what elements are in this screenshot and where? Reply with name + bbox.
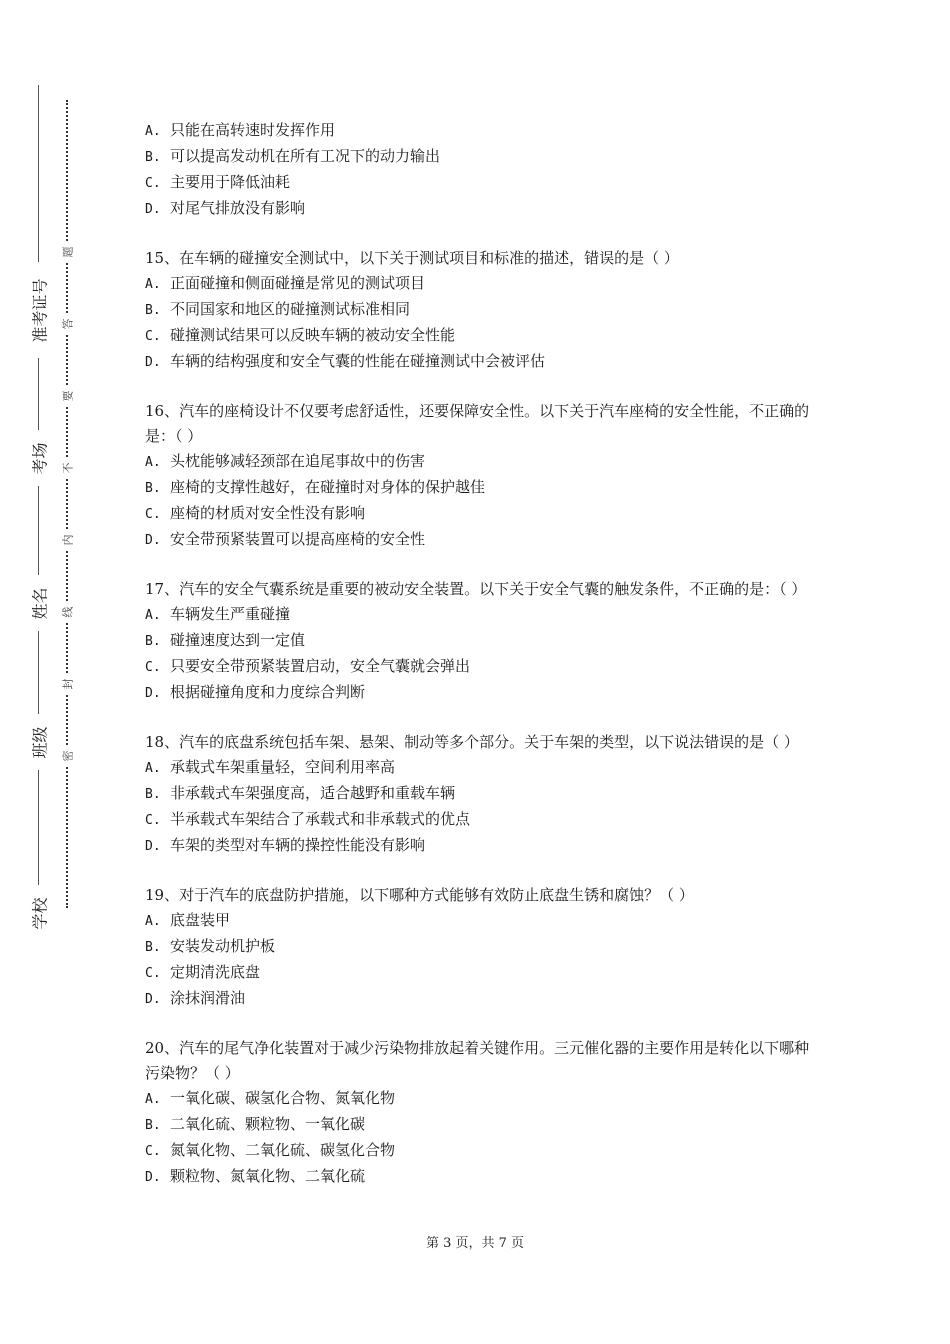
option: D. 车架的类型对车辆的操控性能没有影响 bbox=[145, 836, 426, 854]
option: A. 正面碰撞和侧面碰撞是常见的测试项目 bbox=[145, 274, 426, 292]
option: A. 底盘装甲 bbox=[145, 911, 231, 929]
ticket-number-label: 准考证号 bbox=[22, 262, 56, 358]
question-stem: 20、汽车的尾气净化装置对于减少污染物排放起着关键作用。三元催化器的主要作用是转化以下哪种污染物？（ ） bbox=[145, 1039, 810, 1082]
question-stem: 19、对于汽车的底盘防护措施，以下哪种方式能够有效防止底盘生锈和腐蚀？（ ） bbox=[145, 886, 694, 904]
seal-char: 封 bbox=[57, 674, 77, 694]
option: D. 根据碰撞角度和力度综合判断 bbox=[145, 683, 366, 701]
question-20 bbox=[145, 1036, 815, 1190]
option: C. 主要用于降低油耗 bbox=[145, 173, 291, 191]
question-stem: 18、汽车的底盘系统包括车架、悬架、制动等多个部分。关于车架的类型，以下说法错误的是（ ） bbox=[145, 733, 799, 751]
seal-char: 内 bbox=[57, 530, 77, 550]
option: D. 涂抹润滑油 bbox=[145, 989, 246, 1007]
option: B. 非承载式车架强度高，适合越野和重载车辆 bbox=[145, 784, 456, 802]
question-content bbox=[145, 118, 815, 1214]
seal-char: 要 bbox=[57, 386, 77, 406]
question-17 bbox=[145, 577, 815, 706]
page-footer: 第 3 页，共 7 页 bbox=[425, 1236, 525, 1251]
seal-char: 线 bbox=[57, 602, 77, 622]
seal-char: 不 bbox=[57, 458, 77, 478]
class-label: 班级 bbox=[22, 714, 56, 770]
question-stem: 15、在车辆的碰撞安全测试中，以下关于测试项目和标准的描述，错误的是（ ） bbox=[145, 249, 679, 267]
option: C. 定期清洗底盘 bbox=[145, 963, 261, 981]
seal-char: 密 bbox=[57, 746, 77, 766]
question-19 bbox=[145, 883, 815, 1012]
question-18 bbox=[145, 730, 815, 859]
option: D. 颗粒物、氮氧化物、二氧化硫 bbox=[145, 1167, 366, 1185]
option: C. 碰撞测试结果可以反映车辆的被动安全性能 bbox=[145, 326, 456, 344]
seal-dotted-line bbox=[66, 100, 68, 908]
option: D. 对尾气排放没有影响 bbox=[145, 199, 306, 217]
exam-room-label: 考场 bbox=[22, 430, 56, 486]
binding-solid-line bbox=[38, 85, 39, 915]
option: B. 座椅的支撑性越好，在碰撞时对身体的保护越佳 bbox=[145, 478, 486, 496]
option: B. 二氧化硫、颗粒物、一氧化碳 bbox=[145, 1115, 366, 1133]
seal-char: 答 bbox=[57, 314, 77, 334]
question-stem: 16、汽车的座椅设计不仅要考虑舒适性，还要保障安全性。以下关于汽车座椅的安全性能，不正确的是：（ ） bbox=[145, 402, 810, 445]
option: B. 安装发动机护板 bbox=[145, 937, 276, 955]
option: B. 不同国家和地区的碰撞测试标准相同 bbox=[145, 300, 411, 318]
option: A. 只能在高转速时发挥作用 bbox=[145, 121, 336, 139]
question-15 bbox=[145, 246, 815, 375]
option: A. 头枕能够减轻颈部在追尾事故中的伤害 bbox=[145, 452, 426, 470]
option: A. 承载式车架重量轻，空间利用率高 bbox=[145, 758, 396, 776]
name-label: 姓名 bbox=[22, 575, 56, 631]
option: C. 只要安全带预紧装置启动，安全气囊就会弹出 bbox=[145, 657, 471, 675]
question-16 bbox=[145, 399, 815, 553]
previous-question-options bbox=[145, 118, 815, 222]
option: C. 座椅的材质对安全性没有影响 bbox=[145, 504, 366, 522]
option: C. 半承载式车架结合了承载式和非承载式的优点 bbox=[145, 810, 471, 828]
school-label: 学校 bbox=[22, 885, 56, 941]
option: C. 氮氧化物、二氧化硫、碳氢化合物 bbox=[145, 1141, 396, 1159]
option: A. 车辆发生严重碰撞 bbox=[145, 605, 291, 623]
option: B. 可以提高发动机在所有工况下的动力输出 bbox=[145, 147, 441, 165]
option: A. 一氧化碳、碳氢化合物、氮氧化物 bbox=[145, 1089, 396, 1107]
question-stem: 17、汽车的安全气囊系统是重要的被动安全装置。以下关于安全气囊的触发条件，不正确的是：（ ） bbox=[145, 580, 807, 598]
seal-char: 题 bbox=[57, 242, 77, 262]
option: D. 安全带预紧装置可以提高座椅的安全性 bbox=[145, 530, 426, 548]
option: B. 碰撞速度达到一定值 bbox=[145, 631, 306, 649]
option: D. 车辆的结构强度和安全气囊的性能在碰撞测试中会被评估 bbox=[145, 352, 546, 370]
